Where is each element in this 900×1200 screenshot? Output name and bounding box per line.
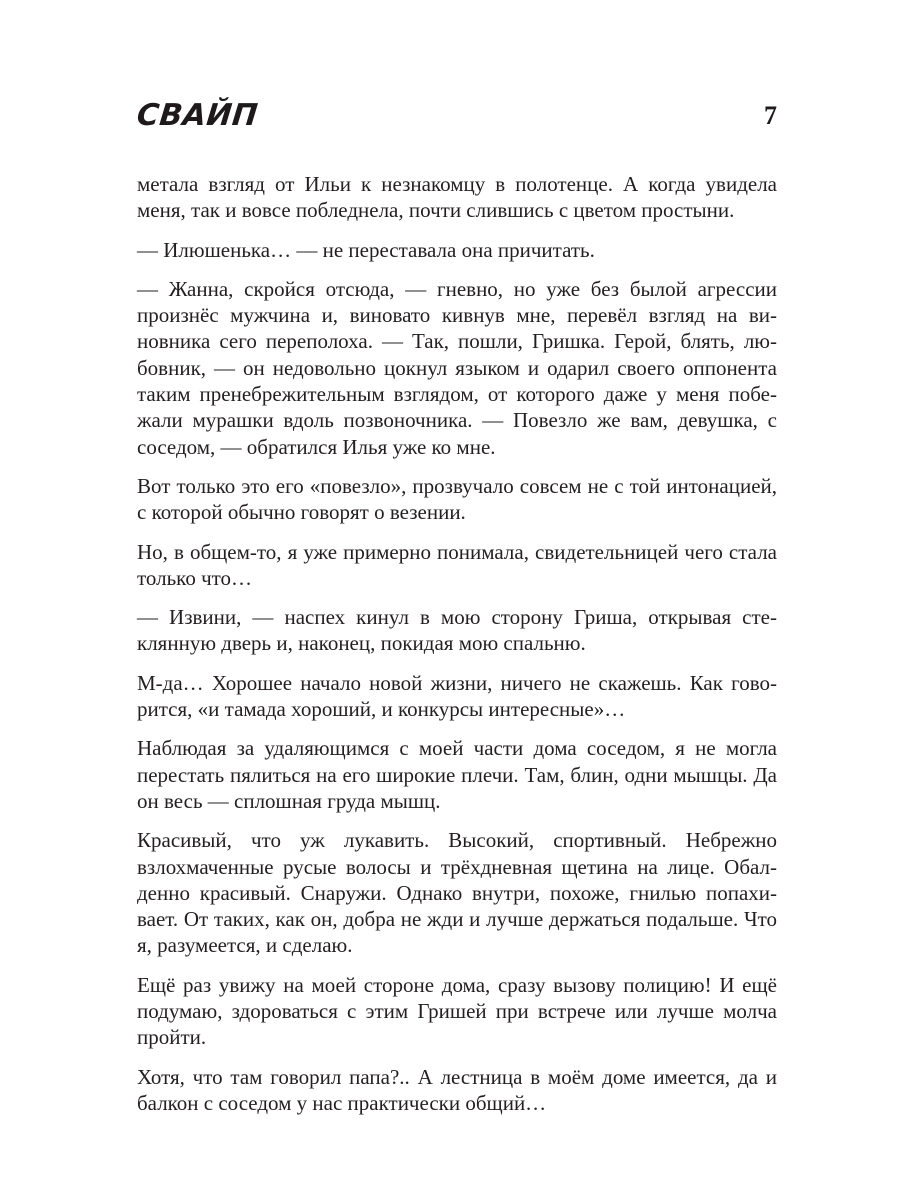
running-head (137, 96, 777, 140)
paragraph: Ещё раз увижу на моей стороне дома, сразу вызову полицию! И ещё подумаю, здороваться с этим Гришей при встрече или лучше молча пройти. (137, 972, 777, 1050)
paragraph: Наблюдая за удаляющимся с моей части дома соседом, я не могла перестать пялиться на его широкие плечи. Там, блин, одни мышцы. Да он весь — сплошная груда мышц. (137, 736, 777, 813)
paragraph: Хотя, что там говорил папа?.. А лестница в моём доме имеется, да и балкон с соседом у нас практически общий… (137, 1064, 777, 1115)
paragraph: — Жанна, скройся отсюда, — гневно, но уже без былой агрессии произнёс мужчина и, виновато кивнув мне, перевёл взгляд на виновника сего переполоха. — Так, пошли, Гришка. Герой, блять, любовник, — он недовольно цокнул языком и одарил своего оппонента таким пренебрежительным взглядом, от которого даже у меня побежали мурашки вдоль позвоночника. — Повезло же вам, девушка, с соседом, — обратился Илья уже ко мне. (137, 276, 777, 459)
paragraph: М-да… Хорошее начало новой жизни, ничего не скажешь. Как говорится, «и тамада хороший, и конкурсы интересные»… (137, 670, 777, 722)
page-number: 7 (764, 101, 777, 130)
paragraph: метала взгляд от Ильи к незнакомцу в полотенце. А когда увидела меня, так и вовсе побледнела, почти слившись с цветом простыни. (137, 172, 777, 223)
book-title: СВАЙП (135, 98, 260, 133)
paragraph: Но, в общем-то, я уже примерно понимала, свидетельницей чего стала только что… (137, 539, 777, 590)
paragraph: Вот только это его «повезло», прозвучало совсем не с той интонацией, с которой обычно говорят о везении. (137, 473, 777, 525)
paragraph: — Илюшенька… — не переставала она причитать. (137, 237, 595, 262)
body-text (137, 171, 777, 1129)
paragraph: — Извини, — наспех кинул в мою сторону Гриша, открывая стеклянную дверь и, наконец, покидая мою спальню. (137, 605, 777, 656)
paragraph: Красивый, что уж лукавить. Высокий, спортивный. Небрежно взлохмаченные русые волосы и трёхдневная щетина на лице. Обалденно красивый. Снаружи. Однако внутри, похоже, гнилью попахивает. От таких, как он, добра не жди и лучше держаться подальше. Что я, разумеется, и сделаю. (137, 828, 777, 958)
